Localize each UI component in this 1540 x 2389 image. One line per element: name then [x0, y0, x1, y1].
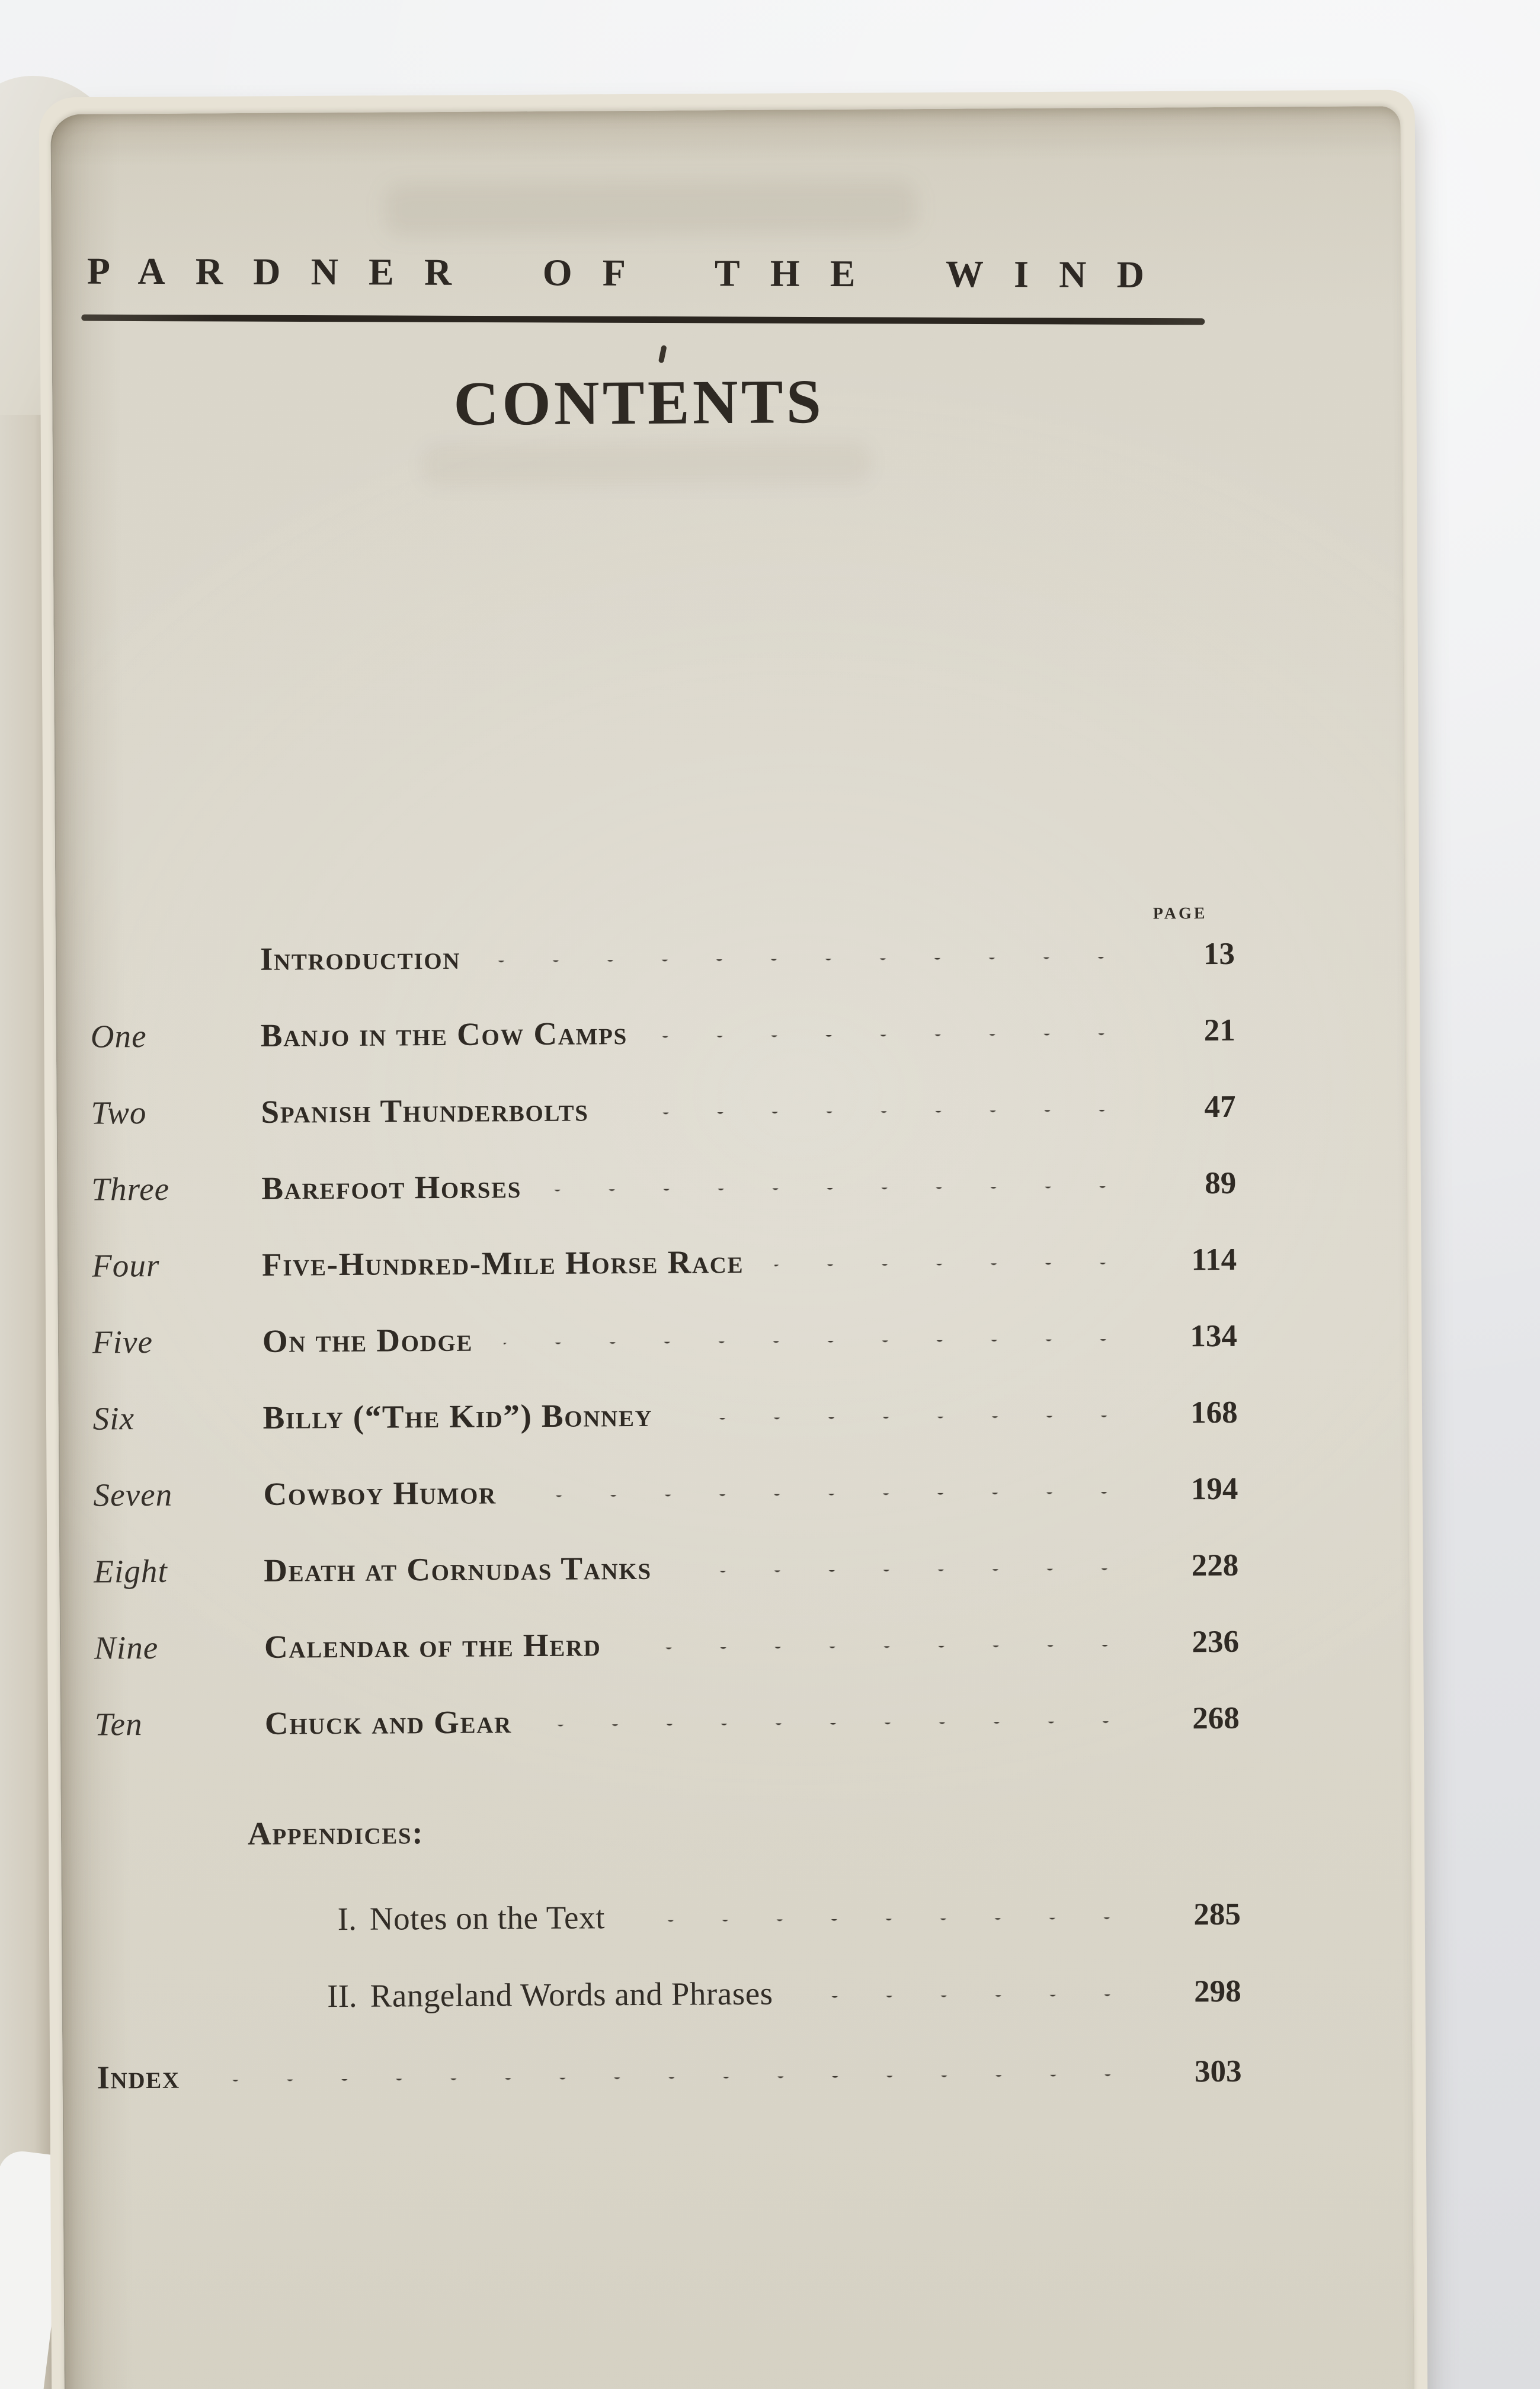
chapter-number: Four	[91, 1247, 160, 1284]
leader-dots	[658, 1033, 1129, 1047]
chapter-title: Death at Cornudas Tanks	[264, 1549, 652, 1589]
chapter-title: Chuck and Gear	[264, 1703, 512, 1741]
leader-dots	[620, 1110, 1129, 1123]
appendix-numeral: I.	[337, 1900, 357, 1938]
appendix-page-number: 298	[1193, 1974, 1241, 2009]
appendices-section	[95, 1809, 1241, 2056]
toc-row	[92, 1240, 1237, 1324]
appendix-row	[96, 1972, 1241, 2056]
toc-row	[93, 1393, 1238, 1477]
leader-dots	[636, 1917, 1134, 1931]
leader-dots	[774, 1263, 1130, 1276]
leader-dots	[543, 1721, 1133, 1735]
chapter-page-number: 228	[1191, 1548, 1239, 1583]
chapter-page-number: 268	[1192, 1701, 1240, 1736]
index-entry	[97, 2052, 1242, 2136]
toc-row	[91, 1011, 1236, 1094]
table-of-contents	[90, 934, 1240, 1782]
appendix-page-number: 285	[1193, 1897, 1241, 1932]
appendices-list	[96, 1895, 1242, 2056]
chapter-page-number: 114	[1191, 1242, 1237, 1277]
leader-dots	[491, 957, 1128, 972]
page-column-label: page	[1152, 897, 1208, 924]
chapter-title: Five-Hundred-Mile Horse Race	[261, 1243, 744, 1283]
appendices-label: Appendices:	[247, 1814, 424, 1852]
chapter-number: Six	[92, 1400, 135, 1437]
chapter-number: Two	[91, 1094, 147, 1131]
ink-speck	[658, 345, 667, 363]
chapter-number: One	[90, 1018, 147, 1055]
page-title: CONTENTS	[453, 367, 825, 438]
chapter-page-number: 47	[1204, 1089, 1236, 1125]
chapter-title: On the Dodge	[262, 1321, 473, 1359]
chapter-number: Three	[91, 1170, 170, 1208]
index-title: Index	[97, 2058, 180, 2096]
chapter-title: Cowboy Humor	[263, 1474, 497, 1512]
leader-dots	[804, 1994, 1135, 2007]
chapter-number: Five	[92, 1323, 153, 1360]
leader-dots	[632, 1645, 1133, 1658]
appendix-numeral: II.	[327, 1977, 357, 2015]
toc-row	[93, 1469, 1238, 1553]
leader-dots	[211, 2074, 1135, 2091]
show-through-smudge	[384, 180, 918, 236]
chapter-page-number: 21	[1203, 1013, 1235, 1048]
leader-dots	[552, 1186, 1129, 1200]
appendix-row	[96, 1895, 1241, 1979]
chapter-title: Barefoot Horses	[261, 1168, 522, 1206]
chapter-number	[90, 970, 260, 971]
toc-row	[90, 934, 1235, 1018]
show-through-smudge	[421, 441, 872, 487]
leader-dots	[504, 1339, 1131, 1353]
chapter-page-number: 134	[1190, 1318, 1238, 1354]
chapter-title: Billy (“The Kid”) Bonney	[262, 1397, 653, 1436]
toc-row	[94, 1546, 1239, 1629]
chapter-title: Spanish Thunderbolts	[261, 1091, 589, 1130]
index-page-number: 303	[1194, 2054, 1242, 2089]
head-rule	[81, 315, 1205, 325]
toc-row	[91, 1087, 1236, 1171]
appendix-title: Rangeland Words and Phrases	[370, 1975, 773, 2014]
chapter-number: Ten	[94, 1706, 143, 1743]
chapter-page-number: 89	[1205, 1165, 1237, 1201]
chapter-number: Seven	[93, 1476, 173, 1513]
chapter-title: Banjo in the Cow Camps	[260, 1015, 628, 1053]
chapter-page-number: 168	[1190, 1395, 1238, 1430]
chapter-page-number: 236	[1192, 1624, 1240, 1660]
leader-dots	[683, 1568, 1132, 1582]
toc-row	[92, 1317, 1238, 1400]
chapter-title: Calendar of the Herd	[264, 1626, 601, 1665]
toc-row	[95, 1699, 1240, 1782]
chapter-title: Introduction	[260, 939, 461, 977]
leader-dots	[527, 1492, 1132, 1506]
chapter-number: Eight	[94, 1552, 168, 1590]
toc-row	[94, 1622, 1240, 1706]
toc-row	[91, 1164, 1237, 1247]
chapter-number: Nine	[94, 1629, 159, 1666]
leader-dots	[683, 1416, 1131, 1429]
chapter-page-number: 13	[1203, 936, 1235, 972]
running-head: PARDNER OF THE WIND	[87, 249, 1175, 296]
appendix-title: Notes on the Text	[369, 1899, 606, 1937]
chapter-page-number: 194	[1190, 1471, 1238, 1507]
contents-page	[50, 106, 1414, 2389]
